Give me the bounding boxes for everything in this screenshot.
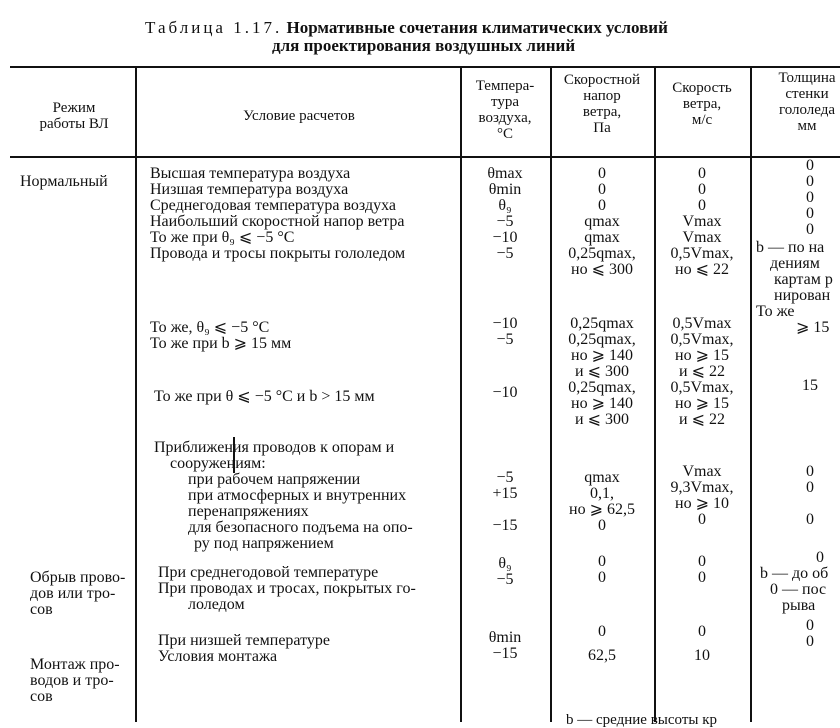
- ice-cell: 0: [806, 463, 814, 480]
- ice-cell: 0: [806, 617, 814, 634]
- pressure-cell: 0: [598, 517, 606, 534]
- mode-mount-line1: Монтаж про-: [30, 656, 120, 673]
- ice-note-line: рыва: [782, 597, 816, 614]
- speed-cell: но ⩾ 15: [675, 395, 729, 412]
- condition-safe-climb2: ру под напряжением: [194, 535, 334, 552]
- pressure-group-6: [552, 624, 652, 664]
- condition-break-avg: При среднегодовой температуре: [158, 564, 379, 581]
- ice-cell: 0: [806, 205, 814, 222]
- header-mode-line2: работы ВЛ: [39, 116, 109, 132]
- header-pressure-line2: напор: [583, 88, 621, 104]
- table-number: Таблица 1.17.: [145, 18, 283, 37]
- speed-cell: и ⩽ 22: [679, 411, 725, 428]
- temp-cell: −5: [496, 571, 514, 588]
- speed-cell: 0,5Vmax,: [670, 245, 734, 262]
- condition-mount: Условия монтажа: [158, 648, 278, 665]
- ice-cell: 0: [806, 157, 814, 174]
- ice-note-line: нирован: [774, 287, 831, 304]
- temp-cell: −10: [492, 315, 518, 332]
- pressure-cell: qmax: [584, 213, 620, 230]
- speed-group-4: [656, 464, 748, 528]
- condition-overvoltage: при атмосферных и внутренних: [188, 487, 407, 504]
- speed-cell: 0: [698, 623, 706, 640]
- condition-group-1: [150, 166, 405, 262]
- speed-group-5: [656, 554, 748, 586]
- header-speed-line2: ветра,: [682, 96, 722, 112]
- header-ice-line1: Толщина: [778, 70, 836, 86]
- header-pressure-line1: Скоростной: [563, 72, 641, 88]
- pressure-cell: но ⩾ 140: [571, 347, 633, 364]
- temp-cell: θmin: [488, 629, 522, 646]
- temp-cell: −5: [496, 245, 514, 262]
- ice-cell: 0: [806, 173, 814, 190]
- mode-mount-line3: сов: [30, 688, 53, 705]
- header-mode-line1: Режим: [52, 100, 96, 116]
- table-title-line2-wrap: [272, 36, 575, 56]
- pressure-group-4: [552, 470, 652, 534]
- speed-cell: 10: [694, 647, 710, 664]
- pressure-group-1: [552, 166, 652, 278]
- speed-group-6: [656, 624, 748, 664]
- header-pressure-line3: ветра,: [582, 104, 622, 120]
- header-ice-line3: гололеда: [778, 102, 836, 118]
- header-temperature-line2: тура: [490, 94, 519, 110]
- speed-group-3: [656, 380, 748, 428]
- pressure-cell: 0,1,: [590, 485, 614, 502]
- condition-cold-ice: То же, θ₉ ⩽ −5 °C: [150, 319, 270, 336]
- pressure-group-2: [552, 316, 652, 380]
- temp-cell: −10: [492, 384, 518, 401]
- speed-cell: но ⩾ 15: [675, 347, 729, 364]
- pressure-cell: 0: [598, 623, 606, 640]
- table-title-line1: Нормативные сочетания климатических условий: [286, 18, 668, 37]
- pressure-cell: 0,25qmax: [570, 315, 634, 332]
- temp-group-5: [462, 556, 548, 588]
- temp-cell: θ₉: [498, 197, 512, 214]
- pressure-group-5: [552, 554, 652, 586]
- condition-safe-climb: для безопасного подъема на опо-: [188, 519, 413, 536]
- pressure-cell: 0: [598, 569, 606, 586]
- ice-cell: 0: [816, 549, 824, 566]
- speed-cell: Vmax: [682, 213, 722, 230]
- pressure-cell: 0,25qmax,: [568, 379, 636, 396]
- temp-cell: +15: [492, 485, 518, 502]
- condition-group-5: [158, 565, 416, 613]
- speed-cell: 9,3Vmax,: [670, 479, 734, 496]
- mode-normal: Нормальный: [20, 173, 108, 190]
- condition-cold-ice-15: То же при θ ⩽ −5 °C и b > 15 мм: [154, 388, 375, 405]
- ice-cell: 15: [802, 377, 818, 394]
- condition-ice: Провода и тросы покрыты гололедом: [150, 245, 406, 262]
- pressure-cell: qmax: [584, 469, 620, 486]
- ice-note-line: ⩾ 15: [796, 319, 830, 336]
- condition-min-temp: Низшая температура воздуха: [150, 181, 349, 198]
- header-pressure-line4: Па: [593, 120, 611, 136]
- table-title: [145, 18, 668, 38]
- pressure-cell: 0: [598, 553, 606, 570]
- speed-cell: 0: [698, 197, 706, 214]
- condition-max-temp: Высшая температура воздуха: [150, 165, 351, 182]
- condition-wind-cold: То же при θ₉ ⩽ −5 °C: [150, 229, 295, 246]
- ice-group-6: [790, 618, 830, 650]
- speed-cell: и ⩽ 22: [679, 363, 725, 380]
- pressure-cell: 0,25qmax,: [568, 245, 636, 262]
- speed-group-2: [656, 316, 748, 380]
- header-temperature-line4: °C: [496, 126, 513, 142]
- pressure-cell: но ⩾ 140: [571, 395, 633, 412]
- mode-break-line2: дов или тро-: [30, 585, 116, 602]
- header-ice: [752, 70, 840, 134]
- header-temperature-line3: воздуха,: [478, 110, 532, 126]
- pressure-cell: и ⩽ 300: [575, 411, 629, 428]
- condition-overvoltage2: перенапряжениях: [188, 503, 309, 520]
- pressure-cell: 0,25qmax,: [568, 331, 636, 348]
- header-speed-line3: м/с: [691, 112, 713, 128]
- temp-cell: −15: [492, 645, 518, 662]
- condition-group-6: [158, 633, 330, 665]
- header-ice-line4: мм: [797, 118, 817, 134]
- condition-approach-title2: сооружениям:: [170, 455, 266, 472]
- ice-group-5: [760, 550, 828, 614]
- temp-group-6: [462, 630, 548, 662]
- speed-cell: но ⩾ 10: [675, 495, 729, 512]
- pressure-group-3: [552, 380, 652, 428]
- condition-max-wind: Наибольший скоростной напор ветра: [150, 213, 405, 230]
- condition-group-2: [150, 320, 291, 352]
- header-ice-line2: стенки: [785, 86, 829, 102]
- temp-cell: −10: [492, 229, 518, 246]
- speed-cell: 0: [698, 181, 706, 198]
- header-temperature: [462, 78, 548, 142]
- ice-cell: 0: [806, 479, 814, 496]
- pressure-cell: qmax: [584, 229, 620, 246]
- condition-break-ice: При проводах и тросах, покрытых го-: [158, 580, 416, 597]
- column-divider-1: [135, 66, 137, 722]
- speed-cell: 0: [698, 569, 706, 586]
- header-speed-line1: Скорость: [672, 80, 732, 96]
- speed-cell: 0,5Vmax,: [670, 379, 734, 396]
- mode-break-line1: Обрыв прово-: [30, 569, 126, 586]
- pressure-cell: 62,5: [588, 647, 616, 664]
- pressure-cell: 0: [598, 181, 606, 198]
- column-divider-5: [750, 66, 752, 722]
- ice-cell: 0: [806, 189, 814, 206]
- ice-group-1-zeros: [790, 158, 830, 238]
- temp-cell: −5: [496, 331, 514, 348]
- speed-cell: 0,5Vmax: [672, 315, 732, 332]
- speed-cell: 0: [698, 511, 706, 528]
- temp-group-4: [462, 470, 548, 534]
- speed-cell: Vmax: [682, 229, 722, 246]
- pressure-cell: 0: [598, 197, 606, 214]
- condition-approach-title: Приближения проводов к опорам и: [154, 439, 395, 456]
- ice-note-line: b — до об: [760, 565, 829, 582]
- pressure-cell: 0: [598, 165, 606, 182]
- header-speed: [656, 80, 748, 128]
- ice-note-line: дениям: [770, 255, 820, 272]
- ice-note-line: картам р: [774, 271, 833, 288]
- mode-mount-line2: водов и тро-: [30, 672, 114, 689]
- ice-group-4: [790, 464, 830, 528]
- temp-group-2: [462, 316, 548, 348]
- speed-cell: 0: [698, 553, 706, 570]
- speed-cell: 0: [698, 165, 706, 182]
- condition-ice-15: То же при b ⩾ 15 мм: [150, 335, 292, 352]
- pressure-cell: но ⩽ 300: [571, 261, 633, 278]
- ice-note-line: То же: [756, 303, 795, 320]
- condition-group-4: [154, 440, 413, 552]
- ice-note-line: b — по на: [756, 239, 825, 256]
- ice-cell: 0: [806, 221, 814, 238]
- mode-break: [30, 570, 125, 618]
- ice-cell: 0: [806, 511, 814, 528]
- ice-group-1-note: [756, 240, 833, 336]
- speed-cell: Vmax: [682, 463, 722, 480]
- temp-cell: θ₉: [498, 555, 512, 572]
- temp-cell: −5: [496, 469, 514, 486]
- speed-cell: но ⩽ 22: [675, 261, 729, 278]
- temp-cell: θmax: [487, 165, 523, 182]
- footnote-fragment: b — средние высоты кр: [566, 712, 718, 728]
- speed-group-1: [656, 166, 748, 278]
- header-pressure: [552, 72, 652, 136]
- condition-working-voltage: при рабочем напряжении: [188, 471, 361, 488]
- ice-cell: 0: [806, 633, 814, 650]
- temp-cell: −15: [492, 517, 518, 534]
- condition-mount-min-temp: При низшей температуре: [158, 632, 330, 649]
- mode-mount: [30, 657, 120, 705]
- condition-break-ice2: лоледом: [188, 596, 245, 613]
- temp-cell: θmin: [488, 181, 522, 198]
- mode-break-line3: сов: [30, 601, 53, 618]
- speed-cell: 0,5Vmax,: [670, 331, 734, 348]
- header-temperature-line1: Темпера-: [475, 78, 535, 94]
- temp-group-1: [462, 166, 548, 262]
- header-condition: Условие расчетов: [243, 108, 355, 124]
- header-mode: [15, 100, 133, 132]
- temp-cell: −5: [496, 213, 514, 230]
- pressure-cell: но ⩾ 62,5: [569, 501, 635, 518]
- ice-note-line: 0 — пос: [770, 581, 827, 598]
- condition-avg-temp: Среднегодовая температура воздуха: [150, 197, 396, 214]
- pressure-cell: и ⩽ 300: [575, 363, 629, 380]
- table-title-line2: для проектирования воздушных линий: [272, 36, 576, 55]
